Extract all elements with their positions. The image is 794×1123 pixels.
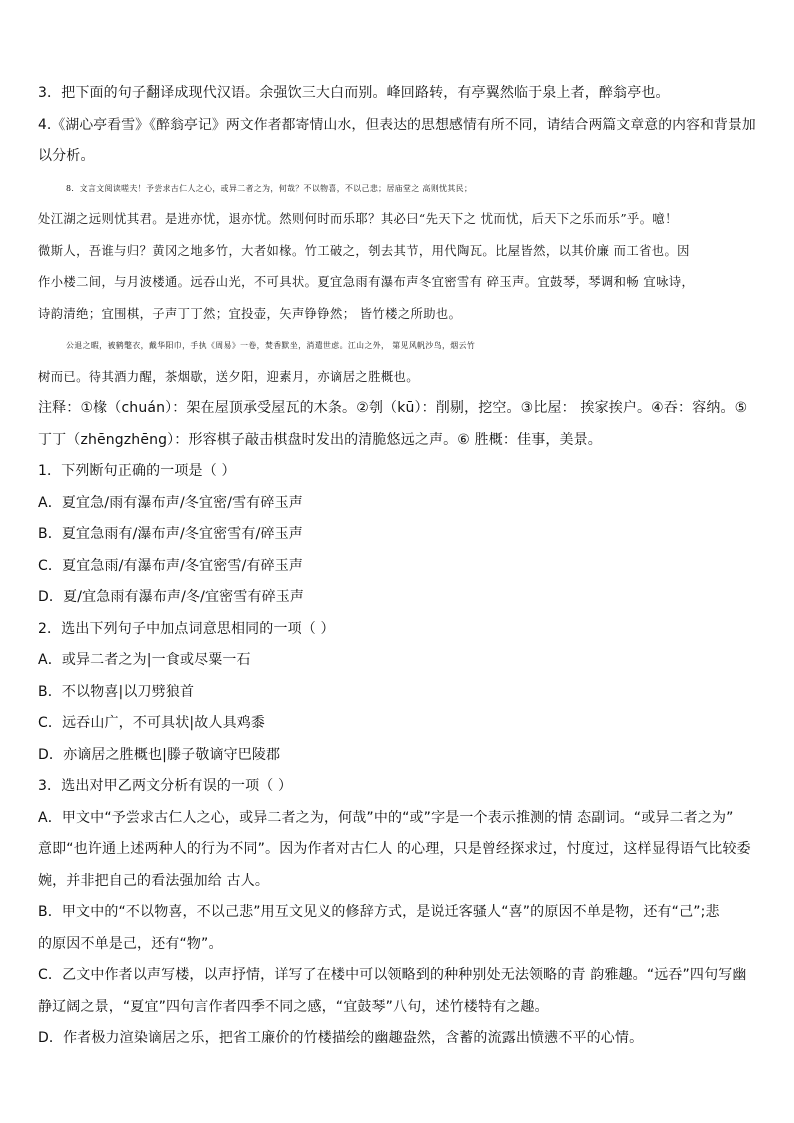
option-d: D．亦谪居之胜概也|滕子敬谪守巴陵郡 — [38, 746, 281, 763]
passage-line: 作小楼二间，与月波楼通。远吞山光，不可具状。夏宜急雨有瀑布声冬宜密雪有 碎玉声。宜鼓琴，琴调和畅 宜咏诗， — [38, 275, 695, 289]
passage-line: 8．文言文阅读嗟夫！予尝求古仁人之心，或异二者之为，何哉？不以物喜，不以己悲；居庙堂之 高则忧其民； — [66, 183, 473, 193]
question-stem: 2．选出下列句子中加点词意思相同的一项（ ） — [38, 620, 335, 637]
passage-line: 公退之暇，被鹤氅衣，戴华阳巾，手执《周易》一卷，焚香默坐，消遣世虑。江山之外， 第见风帆沙鸟，烟云竹 — [66, 341, 476, 350]
option-b: B．夏宜急雨有/瀑布声/冬宜密雪有/碎玉声 — [38, 526, 303, 542]
option-a-line: 意即“也许通上述两种人的行为不同”。因为作者对古仁人 的心理，只是曾经探求过，忖度过，这样显得语气比较委 — [38, 841, 751, 857]
question-stem: 3．选出对甲乙两文分析有误的一项（ ） — [38, 778, 293, 794]
annotation-line: 丁丁（zhēngzhēng）：形容棋子敲击棋盘时发出的清脆悠远之声。⑥ 胜概：佳事，美景。 — [38, 431, 602, 448]
option-a-line: A．甲文中“予尝求古仁人之心，或异二者之为，何哉”中的“或”字是一个表示推测的情 态副词。“或异二者之为” — [38, 809, 734, 826]
option-b-line: B．甲文中的“不以物喜，不以己悲”用互文见义的修辞方式，是说迁客骚人“喜”的原因不单是物，还有“己”;悲 — [38, 904, 720, 920]
question-4-line-1: 4.《湖心亭看雪》《醉翁亭记》两文作者都寄情山水，但表达的思想感情有所不同，请结合两篇文章意的内容和背景加 — [38, 116, 756, 133]
question-1 — [38, 456, 758, 614]
passage-line: 处江湖之远则忧其君。是进亦忧，退亦忧。然则何时而乐耶？其必曰“先天下之 忧而忧，后天下之乐而乐”乎。噫！ — [38, 212, 678, 226]
option-b-line: 的原因不单是己，还有“物”。 — [38, 935, 223, 952]
option-c: C．远吞山广，不可具状|故人具鸡黍 — [38, 715, 266, 731]
option-d: D．夏/宜急雨有瀑布声/冬/宜密雪有碎玉声 — [38, 589, 305, 605]
exam-page — [38, 78, 758, 1055]
question-4-line-2: 以分析。 — [38, 148, 95, 164]
question-3 — [38, 771, 758, 1055]
annotations — [38, 393, 758, 456]
question-3-translate: 3．把下面的句子翻译成现代汉语。余强饮三大白而别。峰回路转，有亭翼然临于泉上者，醉翁亭也。 — [38, 85, 670, 101]
option-d: D．作者极力渲染谪居之乐，把省工廉价的竹楼描绘的幽趣盎然，含蓄的流露出愤懑不平的心情。 — [38, 1030, 644, 1046]
option-c-line: C．乙文中作者以声写楼，以声抒情，详写了在楼中可以领略到的种种别处无法领略的青 韵雅趣。“远吞”四句写幽 — [38, 967, 747, 983]
option-c: C．夏宜急雨/有瀑布声/冬宜密雪/有碎玉声 — [38, 557, 304, 574]
question-2 — [38, 614, 758, 772]
passage-line: 树而已。待其酒力醒，茶烟歇，送夕阳，迎素月，亦谪居之胜概也。 — [38, 369, 419, 384]
passage-line: 微斯人，吾谁与归？黄冈之地多竹，大者如椽。竹工破之，刳去其节，用代陶瓦。比屋皆然，以其价廉 而工省也。因 — [38, 243, 690, 258]
reading-passage — [38, 173, 758, 394]
annotation-line: 注释：①椽（chuán）：架在屋顶承受屋瓦的木条。②刳（kū）：削剔，挖空。③比屋： 挨家挨户。④吞：容纳。⑤ — [38, 400, 748, 416]
question-stem: 1．下列断句正确的一项是（ ） — [38, 463, 236, 479]
passage-line: 诗韵清绝；宜围棋，子声丁丁然；宜投壶，矢声铮铮然； 皆竹楼之所助也。 — [38, 306, 462, 321]
option-a-line: 婉，并非把自己的看法强加给 古人。 — [38, 872, 269, 889]
option-b: B．不以物喜|以刀劈狼首 — [38, 683, 195, 700]
option-a: A．或异二者之为|一食或尽粟一石 — [38, 652, 251, 668]
option-c-line: 静辽阔之景，“夏宜”四句言作者四季不同之感，“宜鼓琴”八句，述竹楼特有之趣。 — [38, 998, 549, 1015]
option-a: A．夏宜急/雨有瀑布声/冬宜密/雪有碎玉声 — [38, 494, 303, 511]
